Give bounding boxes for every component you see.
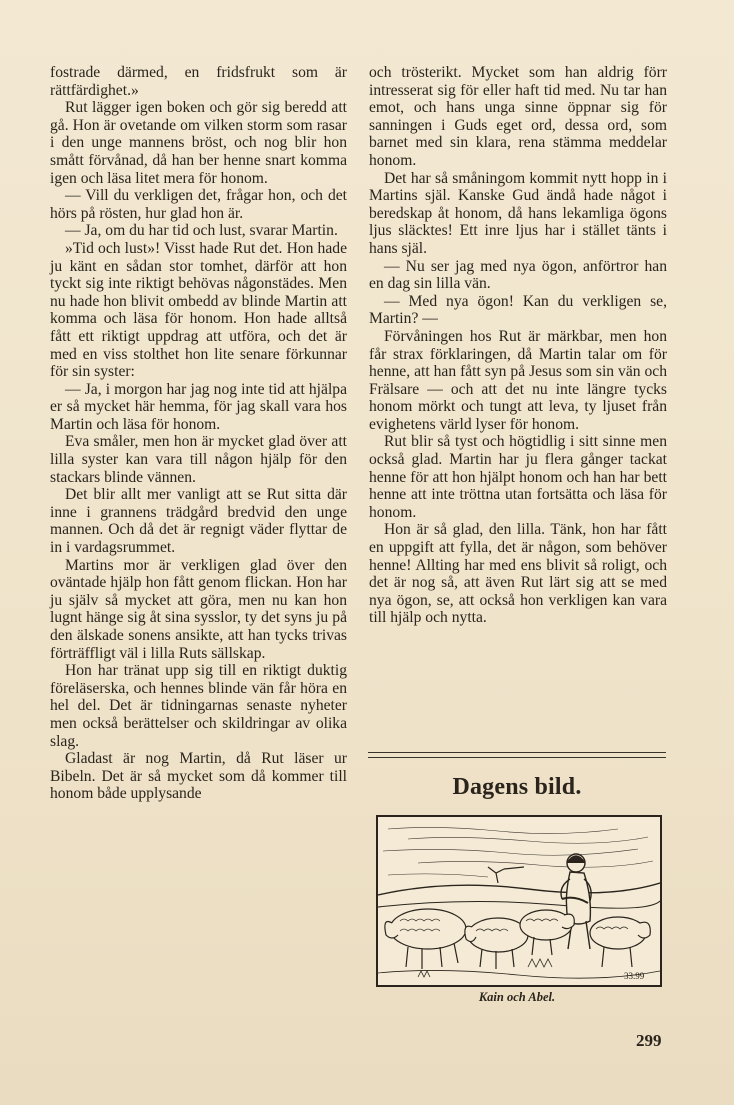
paragraph: fostrade därmed, en fridsfrukt som är rättfärdighet.» (50, 64, 347, 99)
paragraph: Rut blir så tyst och högtidlig i sitt sinne men också glad. Martin har ju flera gånger tackat henne för att hon hjälpt honom och han har bett henne att inte tröttna utan fortsätta och läsa för honom. (369, 433, 667, 521)
page-number: 299 (636, 1031, 662, 1050)
illustration-drawing (378, 817, 660, 985)
paragraph: — Ja, om du har tid och lust, svarar Martin. (65, 222, 338, 240)
paragraph: Martins mor är verkligen glad över den oväntade hjälp hon fått genom flickan. Hon har ju själv så mycket att göra, men nu kan hon lugnt hänge sig åt sina sysslor, ty det syns ju på den älskade sonens ansikte, att han tycks trivas förträffligt väl i lilla Ruts sällskap. (50, 556, 347, 662)
paragraph: »Tid och lust»! Visst hade Rut det. Hon hade ju känt en sådan stor tomhet, därför att hon tyckt sig inte riktigt behövas någonstädes. Men nu hade hon blivit ombedd av blinde Martin att komma och läsa för honom. Hon hade alltså fått ett riktigt uppdrag att utföra, och det är med en viss stolthet hon lite senare förkunnar för sin syster: (50, 239, 347, 381)
left-column (50, 64, 347, 803)
woodcut-illustration (376, 815, 662, 987)
right-column (369, 64, 667, 627)
paragraph: Gladast är nog Martin, då Rut läser ur Bibeln. Det är så mycket som då kommer till honom både upplysande (50, 750, 347, 803)
paragraph: — Med nya ögon! Kan du verkligen se, Martin? — (369, 292, 667, 328)
feature-heading: Dagens bild. (452, 774, 582, 800)
sky-hatching (383, 827, 653, 877)
paragraph: — Ja, i morgon har jag nog inte tid att hjälpa er så mycket här hemma, för jag skall vara hos Martin och läsa för honom. (50, 380, 347, 433)
distant-figure (488, 867, 524, 883)
artist-signature: 33.99 (624, 971, 645, 981)
paragraph: Det har så småningom kommit nytt hopp in i Martins själ. Kanske Gud ändå hade något i beredskap åt honom, då hans lekamliga ögons ljus släcktes! Ett inre ljus har i stället tänts i hans själ. (369, 169, 667, 257)
paragraph: Rut lägger igen boken och gör sig beredd att gå. Hon är ovetande om vilken storm som rasar i den unge mannens bröst, och nog blir hon smått förvånad, då han ber henne snart komma igen och läsa litet mera för honom. (50, 99, 347, 187)
paragraph: Eva småler, men hon är mycket glad över att lilla syster kan vara till någon hjälp för den stackars blinde vännen. (50, 433, 347, 486)
paragraph: — Vill du verkligen det, frågar hon, och det hörs på rösten, hur glad hon är. (50, 187, 347, 222)
sheep-flock (385, 909, 650, 969)
ground-grass (378, 959, 660, 978)
paragraph: — Nu ser jag med nya ögon, anförtror han en dag sin lilla vän. (369, 257, 667, 293)
figure-caption: Kain och Abel. (478, 990, 556, 1004)
paragraph: Hon är så glad, den lilla. Tänk, hon har fått en uppgift att fylla, det är någon, som behöver henne! Allting har med ens blivit så roligt, och det är nog så, att även Rut lärt sig att se med nya ögon, se, att också hon verkligen kan vara till hjälp och nytta. (369, 521, 667, 627)
double-rule-divider (368, 752, 666, 758)
paragraph: och trösterikt. Mycket som han aldrig förr intresserat sig för eller haft tid med. Nu tar han emot, och hans unga sinne öppnar sig för sanningen i Guds eget ord, dessa ord, som barnet med sin klara, rena stämma meddelar honom. (369, 64, 667, 169)
paragraph: Förvåningen hos Rut är märkbar, men hon får strax förklaringen, då Martin talar om för henne, att han fått syn på Jesus som sin vän och Frälsare — och att det nu inte längre tycks honom mörkt och tungt att leva, ty ljuset från evighetens värld lyser för honom. (369, 327, 667, 433)
paragraph: Hon har tränat upp sig till en riktigt duktig föreläserska, och hennes blinde vän får höra en hel del. Det är tidningarnas senaste nyheter men också berättelser och skildringar av olika slag. (50, 662, 347, 750)
hill-line (378, 883, 660, 895)
paragraph: Det blir allt mer vanligt att se Rut sitta där inne i grannens trädgård bredvid den unge mannen. Och då det är regnigt väder flyttar de in i vardagsrummet. (50, 486, 347, 557)
hill-line (378, 901, 660, 908)
